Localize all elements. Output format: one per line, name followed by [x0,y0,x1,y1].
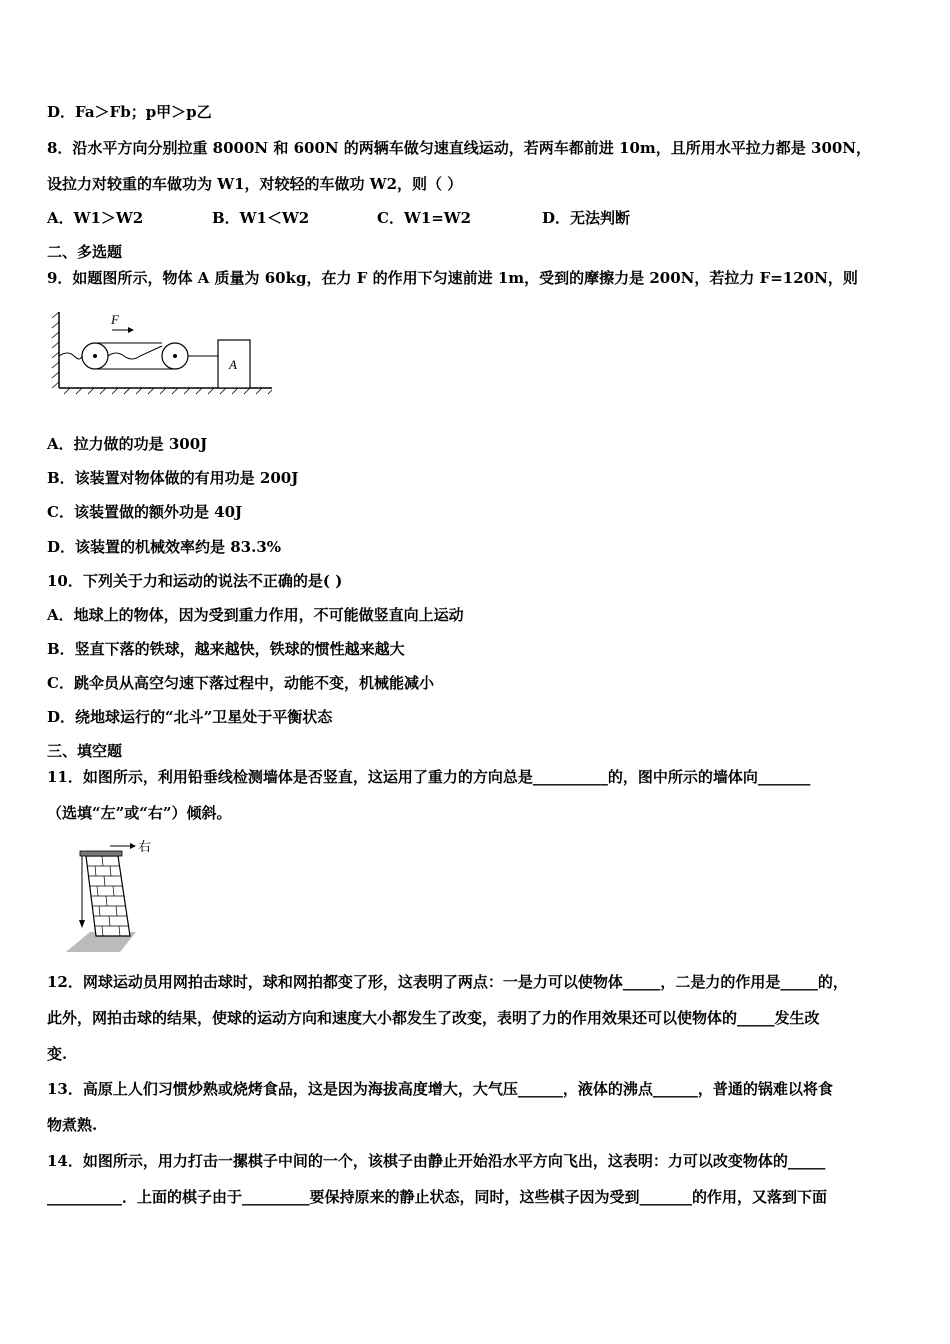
q9-stem: 9．如题图所示，物体 A 质量为 60kg，在力 F 的作用下匀速前进 1m，受到的摩擦力是 200N，若拉力 F=120N，则 [47,269,858,287]
q9-option-a: A．拉力做的功是 300J [47,435,208,453]
q10-option-d: D．绕地球运行的“北斗”卫星处于平衡状态 [47,708,333,726]
q10-option-a: A．地球上的物体，因为受到重力作用，不可能做竖直向上运动 [47,606,464,624]
q11-stem-line2: （选填“左”或“右”）倾斜。 [47,804,232,822]
q13-stem-line1: 13．高原上人们习惯炒熟或烧烤食品，这是因为海拔高度增大，大气压______，液体的沸点______，普通的锅难以将食 [47,1080,833,1098]
direction-right-label: 右 [138,840,152,855]
q9-option-d: D．该装置的机械效率约是 83.3% [47,538,282,556]
q10-option-c: C．跳伞员从高空匀速下落过程中，动能不变，机械能减小 [47,674,434,692]
q8-stem-line1: 8．沿水平方向分别拉重 8000N 和 600N 的两辆车做匀速直线运动，若两车都前进 10m，且所用水平拉力都是 300N， [47,139,872,157]
brick-wall-plumb-line-figure [66,836,156,956]
q8-option-c: C．W1=W2 [377,209,472,227]
q8-option-a: A．W1＞W2 [47,209,144,227]
q8-option-d: D．无法判断 [542,209,631,227]
q9-option-c: C．该装置做的额外功是 40J [47,503,243,521]
q14-stem-line2: __________．上面的棋子由于_________要保持原来的静止状态，同时，这些棋子因为受到_______的作用，又落到下面 [47,1188,828,1206]
q10-option-b: B．竖直下落的铁球，越来越快，铁球的惯性越来越大 [47,640,405,658]
q12-stem-line2: 此外，网拍击球的结果，使球的运动方向和速度大小都发生了改变，表明了力的作用效果还可以使物体的_____发生改 [47,1009,820,1027]
q12-stem-line3: 变. [47,1045,68,1063]
q10-stem: 10．下列关于力和运动的说法不正确的是( ) [47,572,343,590]
q11-stem-line1: 11．如图所示，利用铅垂线检测墙体是否竖直，这运用了重力的方向总是__________的，图中所示的墙体向_______ [47,768,811,786]
section-title-fill-blank: 三、填空题 [47,742,123,760]
q8-stem-line2: 设拉力对较重的车做功为 W1，对较轻的车做功 W2，则（ ） [47,175,463,193]
q8-option-b: B．W1＜W2 [212,209,310,227]
block-a-label: A [229,357,237,372]
q12-stem-line1: 12．网球运动员用网拍击球时，球和网拍都变了形，这表明了两点：一是力可以使物体_____，二是力的作用是_____的， [47,973,848,991]
q9-option-b: B．该装置对物体做的有用功是 200J [47,469,299,487]
q7-option-d: D．Fa＞Fb；p甲＞p乙 [47,103,212,121]
pulley-system-figure [50,306,276,398]
q14-stem-line1: 14．如图所示，用力打击一摞棋子中间的一个，该棋子由静止开始沿水平方向飞出，这表明：力可以改变物体的_____ [47,1152,826,1170]
section-title-multi-choice: 二、多选题 [47,243,123,261]
q13-stem-line2: 物煮熟. [47,1116,98,1134]
force-label: F [111,312,119,327]
